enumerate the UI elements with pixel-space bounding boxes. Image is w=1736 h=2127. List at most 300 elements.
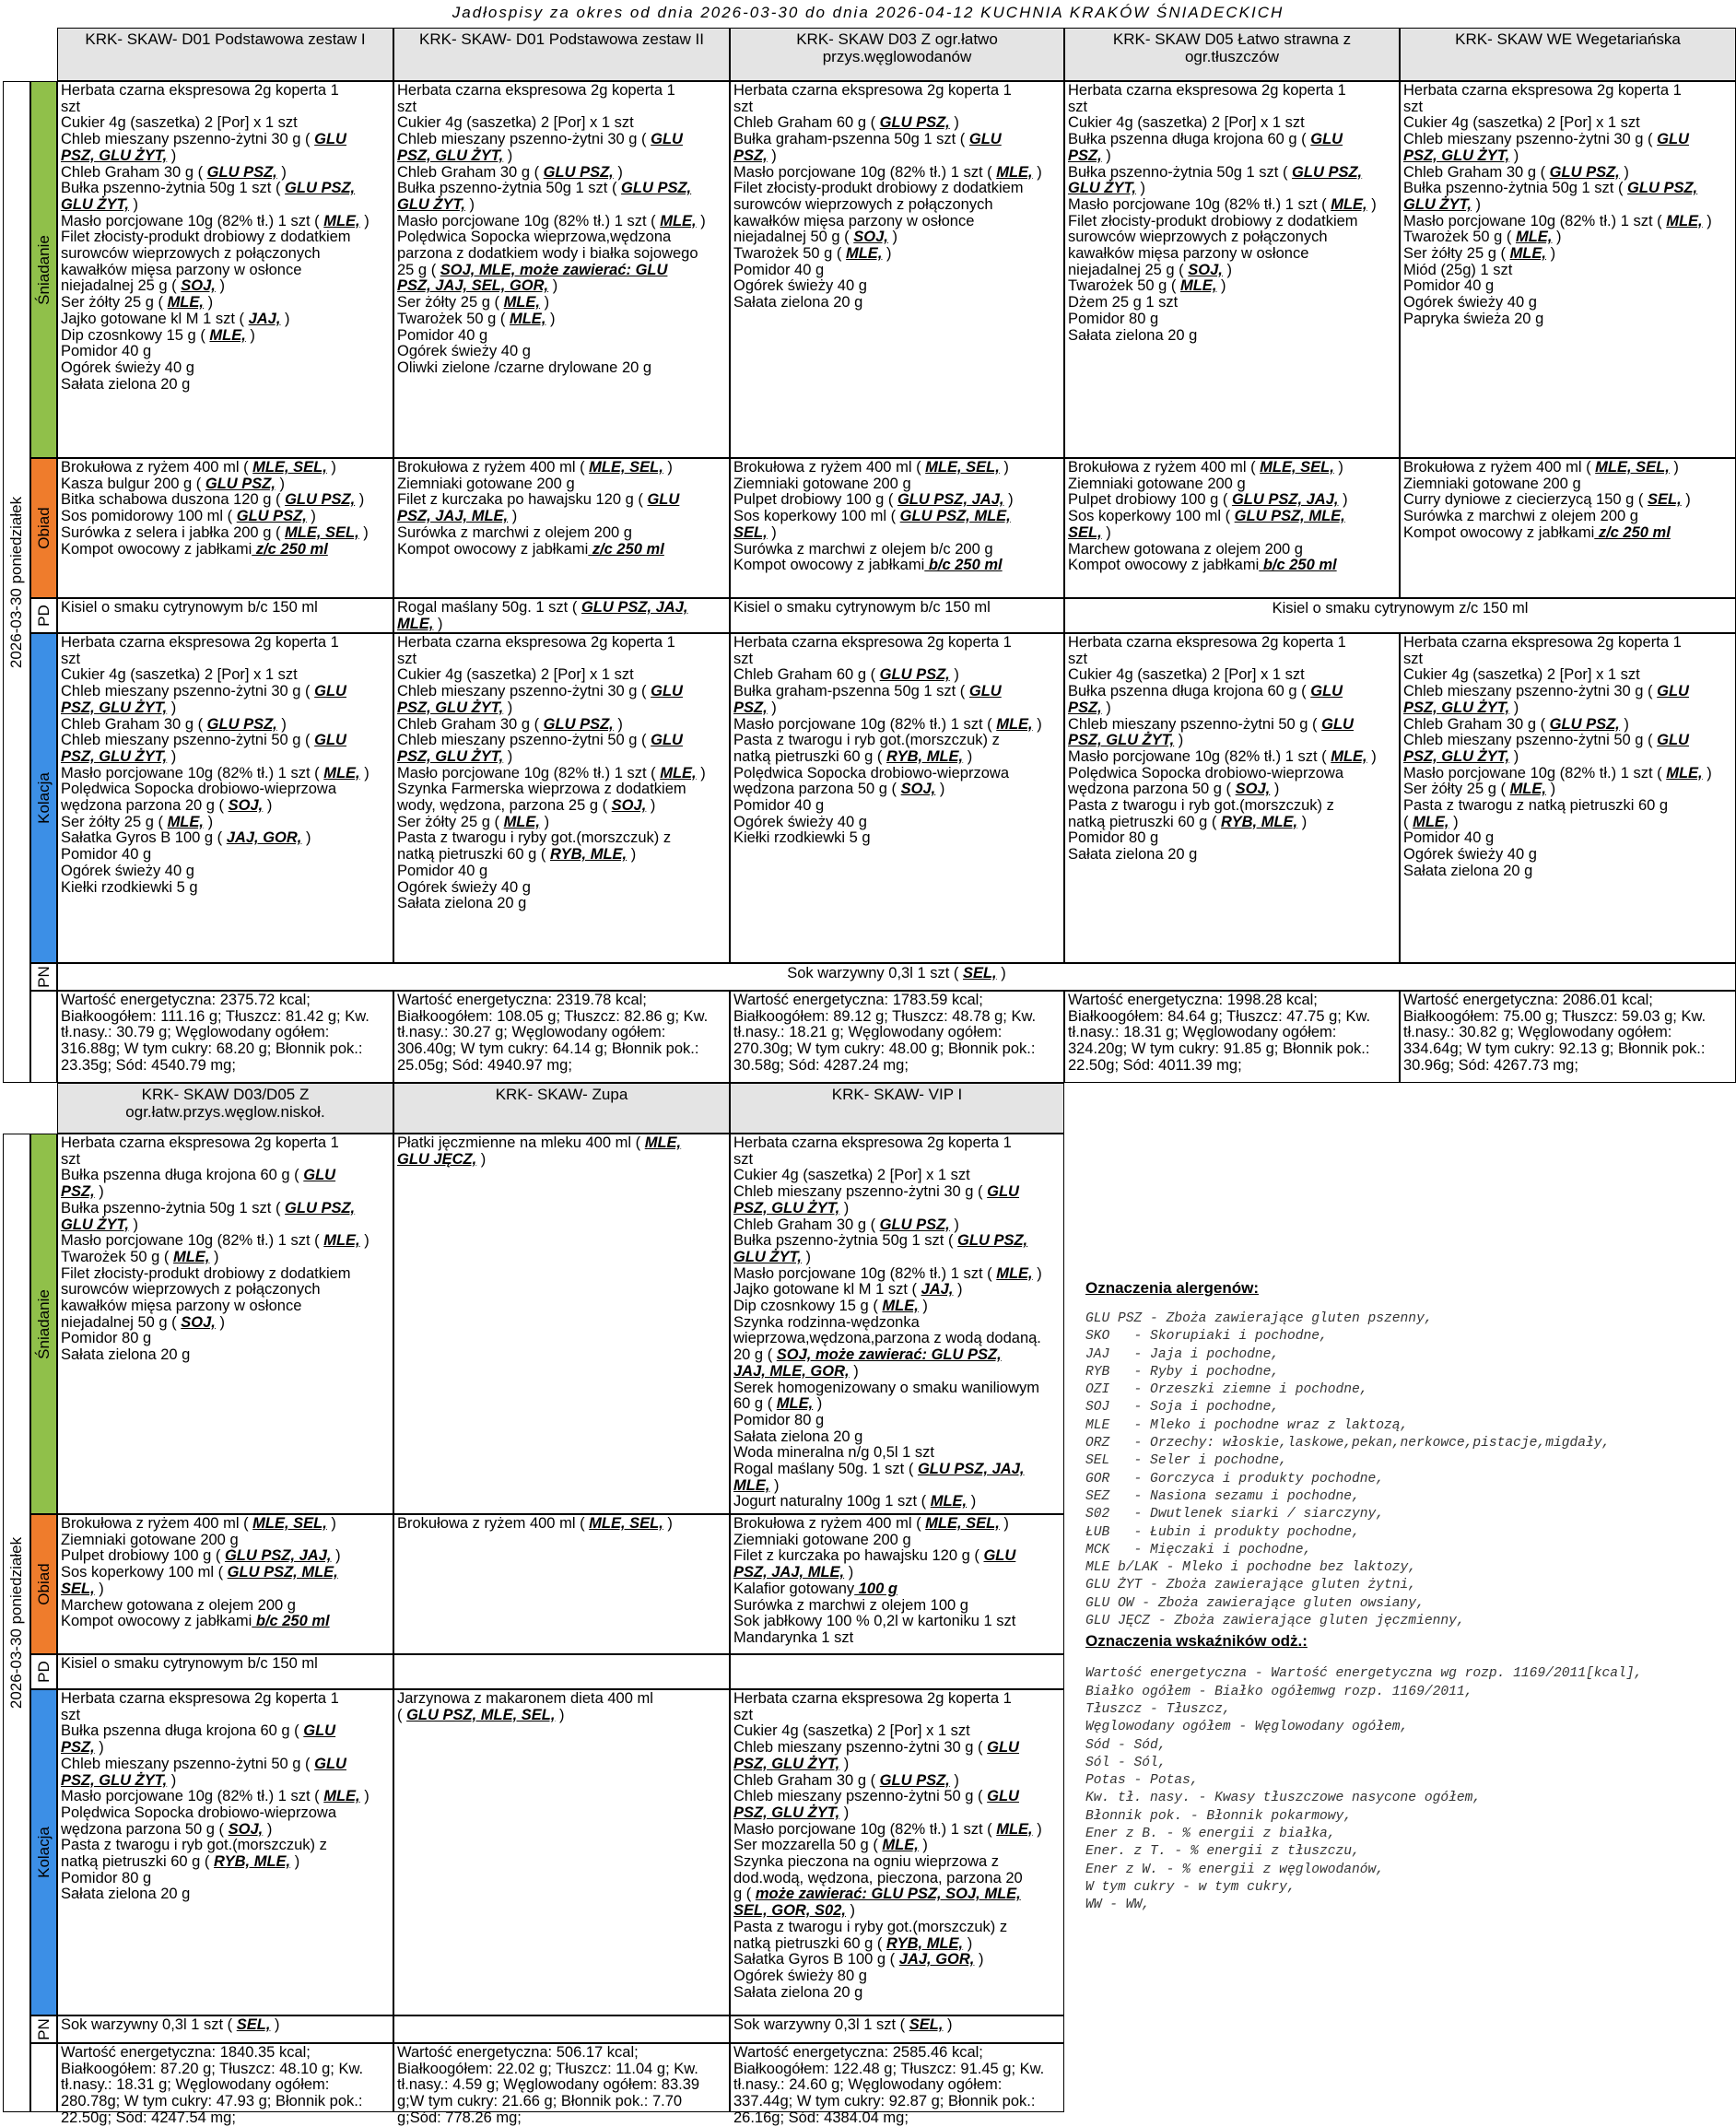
menu-line: szt (61, 650, 81, 667)
legend-item: Węglowodany ogółem - Węglowodany ogółem, (1085, 1720, 1409, 1735)
menu-line: Ziemniaki gotowane 200 g (397, 475, 575, 492)
menu-line: g ( może zawierać: GLU PSZ, SOJ, MLE, (733, 1886, 1021, 1903)
menu-line: Wartość energetyczna: 1998.28 kcal; Białko (1068, 992, 1318, 1025)
menu-line: Wartość energetyczna: 2585.46 kcal; Białko (733, 2044, 983, 2077)
menu-line: Bułka pszenno-żytnia 50g 1 szt ( GLU PSZ, (397, 180, 692, 197)
menu-line: Ziemniaki gotowane 200 g (1403, 475, 1581, 492)
page-title: Jadłospisy za okres od dnia 2026-03-30 do dnia 2026-04-12 KUCHNIA KRAKÓW ŚNIADECKICH (452, 4, 1284, 21)
menu-line: Chleb mieszany pszenno-żytni 50 g ( GLU (61, 732, 346, 749)
menu-line: Dip czosnkowy 15 g ( MLE, ) (733, 1298, 928, 1315)
menu-line: Masło porcjowane 10g (82% tł.) 1 szt ( MLE, ) (61, 1788, 369, 1805)
nutrition-cell (393, 991, 730, 1083)
menu-line: Sok warzywny 0,3l 1 szt ( SEL, ) (733, 2016, 953, 2033)
menu-line: Masło porcjowane 10g (82% tł.) 1 szt ( MLE, ) (733, 715, 1042, 733)
column-header: KRK- SKAW- Zupa (393, 1083, 730, 1134)
menu-line: Szynka rodzinna-wędzonka (733, 1313, 920, 1331)
menu-line: Cukier 4g (saszetka) 2 [Por] x 1 szt (733, 1722, 970, 1740)
menu-line: PSZ, GLU ŻYT, ) (61, 147, 177, 164)
menu-line: PSZ, GLU ŻYT, ) (61, 747, 177, 765)
menu-line: SEL, ) (733, 523, 777, 541)
pd-cell (393, 598, 730, 633)
lunch-cell (57, 458, 393, 598)
menu-line: Pasta z twarogu i ryb got.(morszczuk) z (1068, 797, 1334, 815)
column-header: KRK- SKAW- D01 Podstawowa zestaw I (57, 28, 393, 81)
legend-item: ORZ - Orzechy: włoskie,laskowe,pekan,nerkowce,pistacje,migdały, (1085, 1436, 1611, 1451)
menu-line: Surówka z marchwi z olejem 200 g (397, 523, 632, 541)
breakfast-label-text: Śniadanie (34, 234, 53, 305)
menu-line: ogółem: 111.16 g; Tłuszcz: 81.42 g; Kw. tł. (61, 1007, 369, 1041)
menu-line: nasy.: 18.21 g; Węglowodany ogółem: 270.30 (733, 1024, 1003, 1058)
menu-line: JAJ, MLE, GOR, ) (733, 1362, 859, 1380)
menu-line: Dżem 25 g 1 szt (1068, 294, 1179, 311)
menu-line: Ziemniaki gotowane 200 g (733, 475, 911, 492)
column-header: KRK- SKAW D03 Z ogr.łatwo przys.węglowodanów (730, 28, 1064, 81)
menu-line: Ser żółty 25 g ( MLE, ) (61, 813, 214, 830)
menu-line: wieprzowa,wędzona,parzona z wodą dodaną. (733, 1330, 1041, 1347)
menu-line: Szynka pieczona na ogniu wieprzowa z (733, 1853, 1000, 1871)
menu-line: Kompot owocowy z jabłkami b/c 250 ml (61, 1613, 330, 1630)
legend-item: Kw. tł. nasy. - Kwasy tłuszczowe nasycone ogółem, (1085, 1791, 1482, 1806)
menu-line: Masło porcjowane 10g (82% tł.) 1 szt ( MLE, ) (733, 163, 1042, 181)
menu-line: Bułka pszenno-żytnia 50g 1 szt ( GLU PSZ, (61, 1199, 356, 1216)
legend-item: JAJ - Jaja i pochodne, (1085, 1346, 1280, 1362)
dinner-cell (730, 633, 1064, 963)
menu-line: Chleb Graham 30 g ( GLU PSZ, ) (61, 163, 287, 181)
lunch-cell (730, 1514, 1064, 1654)
menu-line: Masło porcjowane 10g (82% tł.) 1 szt ( MLE, ) (733, 1820, 1042, 1838)
menu-line: natką pietruszki 60 g ( RYB, MLE, ) (61, 1853, 300, 1871)
menu-line: Ogórek świeży 40 g (397, 878, 531, 896)
dinner-label (30, 1689, 57, 2015)
menu-line: PSZ, GLU ŻYT, ) (733, 1804, 850, 1821)
menu-line: Mandarynka 1 szt (733, 1628, 854, 1646)
menu-line: Masło porcjowane 10g (82% tł.) 1 szt ( MLE, ) (1403, 764, 1712, 781)
breakfast-label (30, 1134, 57, 1514)
menu-line: ogółem: 108.05 g; Tłuszcz: 82.86 g; Kw. tł. (397, 1007, 709, 1041)
menu-line: MLE, ) (733, 1476, 780, 1494)
menu-line: parzona z dodatkiem wody i białka sojowego (397, 245, 698, 263)
menu-line: Chleb mieszany pszenno-żytni 50 g ( GLU (61, 1755, 346, 1772)
menu-line: Ogórek świeży 40 g (61, 358, 194, 376)
menu-line: szt (733, 1706, 754, 1723)
menu-line: Ser żółty 25 g ( MLE, ) (397, 294, 550, 311)
menu-line: PSZ, GLU ŻYT, ) (61, 699, 177, 716)
menu-line: Kalafior gotowany 100 g (733, 1580, 897, 1597)
lunch-cell (57, 1514, 393, 1654)
legend-item: Ener z B. - % energii z białka, (1085, 1827, 1336, 1842)
menu-line: niejadalnej 25 g ( SOJ, ) (61, 277, 225, 295)
menu-line: ( MLE, ) (1403, 813, 1459, 830)
pd-label-text: PD (34, 1661, 53, 1683)
menu-line: Sałatka Gyros B 100 g ( JAJ, GOR, ) (61, 829, 311, 847)
menu-line: Filet złocisty-produkt drobiowy z dodatkiem (733, 180, 1024, 197)
menu-line: Ogórek świeży 40 g (1403, 846, 1537, 864)
lunch-cell (1400, 458, 1736, 598)
menu-line: Kiełki rzodkiewki 5 g (61, 878, 198, 896)
menu-line: Ogórek świeży 40 g (1403, 294, 1537, 311)
nutrient-legend-list (1085, 1665, 1730, 1914)
legend-item: GLU PSZ - Zboża zawierające gluten pszenny, (1085, 1311, 1433, 1326)
menu-line: Płatki jęczmienne na mleku 400 ml ( MLE, (397, 1134, 682, 1151)
menu-line: natką pietruszki 60 g ( RYB, MLE, ) (397, 846, 637, 864)
menu-line: Pomidor 40 g (1403, 277, 1495, 295)
menu-line: niejadalnej 50 g ( SOJ, ) (733, 229, 897, 246)
menu-line: Sos koperkowy 100 ml ( GLU PSZ, MLE, (61, 1564, 338, 1581)
menu-line: Pulpet drobiowy 100 g ( GLU PSZ, JAJ, ) (1068, 491, 1348, 509)
menu-line: szt (61, 98, 81, 115)
menu-line: Ogórek świeży 40 g (733, 277, 867, 295)
menu-line: Sałata zielona 20 g (733, 294, 863, 311)
column-header: KRK- SKAW- VIP I (730, 1083, 1064, 1134)
menu-line: Sałata zielona 20 g (1068, 326, 1198, 344)
menu-line: nasy.: 30.82 g; Węglowodany ogółem: 334.64 (1403, 1024, 1672, 1058)
dinner-cell (393, 1689, 730, 2015)
menu-line: Jajko gotowane kl M 1 szt ( JAJ, ) (733, 1281, 963, 1299)
lunch-label-text: Obiad (34, 1563, 53, 1605)
menu-line: Chleb mieszany pszenno-żytni 50 g ( GLU (1068, 715, 1354, 733)
menu-line: szt (1403, 650, 1424, 667)
menu-line: ogółem: 87.20 g; Tłuszcz: 48.10 g; Kw. tł. (61, 2060, 364, 2094)
menu-line: GLU JĘCZ, ) (397, 1150, 487, 1168)
menu-line: Herbata czarna ekspresowa 2g koperta 1 (733, 1134, 1012, 1151)
menu-line: g; W tym cukry: 92.87 g; Błonnik pok.: 26.16 (733, 2093, 1036, 2126)
column-header: KRK- SKAW- D01 Podstawowa zestaw II (393, 28, 730, 81)
menu-line: nasy.: 18.31 g; Węglowodany ogółem: 324.20 (1068, 1024, 1337, 1058)
menu-line: wędzona parzona 20 g ( SOJ, ) (61, 797, 273, 815)
menu-line: PSZ, ) (61, 1183, 104, 1201)
menu-line: Ogórek świeży 40 g (733, 813, 867, 830)
menu-line: PSZ, GLU ŻYT, ) (733, 1755, 850, 1772)
legend-item: GLU JĘCZ - Zboża zawierające gluten jęczmienny, (1085, 1614, 1465, 1629)
menu-line: Kompot owocowy z jabłkami b/c 250 ml (733, 557, 1003, 574)
lunch-cell (1064, 458, 1400, 598)
menu-line: surowców wieprzowych z połączonych (61, 1281, 321, 1299)
menu-line: Pomidor 40 g (733, 797, 825, 815)
menu-line: natką pietruszki 60 g ( RYB, MLE, ) (1068, 813, 1308, 830)
menu-line: Chleb mieszany pszenno-żytni 30 g ( GLU (1403, 131, 1689, 148)
menu-line: Bitka schabowa duszona 120 g ( GLU PSZ, ) (61, 491, 365, 509)
breakfast-label-text: Śniadanie (34, 1288, 53, 1359)
menu-line: szt (733, 98, 754, 115)
menu-line: Chleb mieszany pszenno-żytni 30 g ( GLU (61, 683, 346, 700)
dinner-cell (57, 1689, 393, 2015)
dinner-cell (1064, 633, 1400, 963)
legend-item: GLU ŻYT - Zboża zawierające gluten żytni, (1085, 1578, 1417, 1593)
menu-line: Sok warzywny 0,3l 1 szt ( SEL, ) (61, 2016, 280, 2033)
legend-item: SKO - Skorupiaki i pochodne, (1085, 1329, 1328, 1345)
menu-line: PSZ, GLU ŻYT, ) (1068, 732, 1184, 749)
menu-line: szt (61, 1706, 81, 1723)
menu-line: Pomidor 80 g (1068, 829, 1159, 847)
menu-line: PSZ, GLU ŻYT, ) (61, 1771, 177, 1789)
menu-line: Rogal maślany 50g. 1 szt ( GLU PSZ, JAJ, (397, 599, 688, 616)
nutrition-cell (730, 2043, 1064, 2126)
menu-line: Herbata czarna ekspresowa 2g koperta 1 (397, 634, 675, 651)
menu-line: Kiełki rzodkiewki 5 g (733, 829, 871, 847)
menu-line: szt (1068, 650, 1088, 667)
menu-line: Sos koperkowy 100 ml ( GLU PSZ, MLE, (733, 508, 1011, 525)
menu-line: natką pietruszki 60 g ( RYB, MLE, ) (733, 747, 973, 765)
menu-line: g; Sód: 4287.24 mg; (771, 1056, 909, 1074)
menu-line: Herbata czarna ekspresowa 2g koperta 1 (1403, 82, 1682, 99)
pn-cell (393, 2015, 730, 2043)
menu-line: kawałków mięsa parzony w osłonce (61, 261, 302, 278)
dinner-label (30, 633, 57, 963)
menu-line: Kisiel o smaku cytrynowym b/c 150 ml (61, 1655, 318, 1672)
menu-line: natką pietruszki 60 g ( RYB, MLE, ) (733, 1934, 973, 1952)
pd-cell (57, 598, 393, 633)
menu-line: Chleb mieszany pszenno-żytni 30 g ( GLU (1403, 683, 1689, 700)
menu-line: Surówka z marchwi z olejem b/c 200 g (733, 540, 993, 558)
menu-line: Herbata czarna ekspresowa 2g koperta 1 (61, 82, 339, 99)
menu-line: W tym cukry: 21.66 g; Błonnik pok.: 7.70 g; (397, 2093, 683, 2126)
breakfast-cell (57, 81, 393, 458)
menu-line: Pomidor 40 g (397, 326, 488, 344)
menu-line: Masło porcjowane 10g (82% tł.) 1 szt ( MLE, ) (61, 1232, 369, 1250)
menu-line: Chleb Graham 30 g ( GLU PSZ, ) (397, 163, 623, 181)
menu-line: Ogórek świeży 80 g (733, 1967, 867, 1984)
menu-line: Polędwica Sopocka drobiowo-wieprzowa (733, 764, 1009, 781)
legend (1085, 1279, 1730, 1915)
menu-line: Chleb Graham 60 g ( GLU PSZ, ) (733, 114, 959, 132)
menu-line: Masło porcjowane 10g (82% tł.) 1 szt ( MLE, ) (61, 212, 369, 229)
menu-line: Chleb mieszany pszenno-żytni 30 g ( GLU (61, 131, 346, 148)
menu-line: ogółem: 89.12 g; Tłuszcz: 48.78 g; Kw. tł. (733, 1007, 1037, 1041)
menu-line: PSZ, GLU ŻYT, ) (397, 699, 513, 716)
lunch-cell (393, 1514, 730, 1654)
legend-item: WW - WW, (1085, 1898, 1151, 1913)
menu-line: ( GLU PSZ, MLE, SEL, ) (397, 1706, 565, 1723)
menu-line: Pomidor 80 g (1068, 310, 1159, 327)
menu-line: Twarożek 50 g ( MLE, ) (61, 1248, 219, 1265)
menu-line: szt (1068, 98, 1088, 115)
menu-line: Pomidor 40 g (61, 846, 152, 864)
menu-line: Masło porcjowane 10g (82% tł.) 1 szt ( MLE, ) (1068, 747, 1377, 765)
menu-line: Herbata czarna ekspresowa 2g koperta 1 (733, 82, 1012, 99)
menu-line: Cukier 4g (saszetka) 2 [Por] x 1 szt (733, 1167, 970, 1184)
menu-line: Bułka pszenno-żytnia 50g 1 szt ( GLU PSZ, (733, 1232, 1028, 1250)
menu-line: g; W tym cukry: 47.93 g; Błonnik pok.: 22.50 (61, 2093, 363, 2126)
menu-line: GLU ŻYT, ) (1068, 180, 1146, 197)
menu-line: Woda mineralna n/g 0,5l 1 szt (733, 1444, 934, 1462)
menu-line: Filet z kurczaka po hawajsku 120 g ( GLU (733, 1547, 1016, 1565)
lunch-label-text: Obiad (34, 507, 53, 549)
menu-line: Ziemniaki gotowane 200 g (733, 1531, 911, 1548)
menu-line: surowców wieprzowych z połączonych (1068, 229, 1328, 246)
breakfast-cell (1064, 81, 1400, 458)
menu-line: Surówka z marchwi z olejem 100 g (733, 1596, 968, 1614)
menu-line: 60 g ( MLE, ) (733, 1395, 823, 1413)
menu-line: Pomidor 40 g (1403, 829, 1495, 847)
menu-line: szt (1403, 98, 1424, 115)
breakfast-cell (57, 1134, 393, 1514)
menu-line: Cukier 4g (saszetka) 2 [Por] x 1 szt (1068, 114, 1305, 132)
menu-line: Masło porcjowane 10g (82% tł.) 1 szt ( MLE, ) (1068, 195, 1377, 213)
menu-line: Herbata czarna ekspresowa 2g koperta 1 (397, 82, 675, 99)
menu-line: GLU ŻYT, ) (1403, 195, 1482, 213)
nutrition-cell (57, 2043, 393, 2126)
menu-line: Sałata zielona 20 g (61, 1346, 191, 1364)
menu-line: Dip czosnkowy 15 g ( MLE, ) (61, 326, 255, 344)
menu-line: Ser żółty 25 g ( MLE, ) (61, 294, 214, 311)
menu-line: PSZ, JAJ, SEL, GOR, ) (397, 277, 558, 295)
menu-line: Wartość energetyczna: 2319.78 kcal; Białko (397, 992, 647, 1025)
breakfast-cell (1400, 81, 1736, 458)
menu-line: kawałków mięsa parzony w osłonce (733, 212, 975, 229)
menu-line: Herbata czarna ekspresowa 2g koperta 1 (733, 1690, 1012, 1707)
menu-line: nasy.: 30.79 g; Węglowodany ogółem: 316.88 (61, 1024, 330, 1058)
menu-line: Herbata czarna ekspresowa 2g koperta 1 (733, 634, 1012, 651)
menu-line: Wartość energetyczna: 1840.35 kcal; Białko (61, 2044, 311, 2077)
menu-line: Twarożek 50 g ( MLE, ) (1068, 277, 1226, 295)
pd-cell (393, 1654, 730, 1689)
menu-line: PSZ, GLU ŻYT, ) (733, 1199, 850, 1216)
menu-line: Szynka Farmerska wieprzowa z dodatkiem (397, 781, 686, 798)
menu-line: Wartość energetyczna: 1783.59 kcal; Białko (733, 992, 983, 1025)
legend-item: OZI - Orzeszki ziemne i pochodne, (1085, 1382, 1368, 1398)
menu-line: SEL, GOR, S02, ) (733, 1902, 856, 1920)
nutrition-label-spacer (30, 2043, 57, 2112)
menu-line: Chleb Graham 30 g ( GLU PSZ, ) (1403, 163, 1629, 181)
pn-label (30, 2015, 57, 2043)
menu-line: Sałata zielona 20 g (1068, 846, 1198, 864)
menu-line: surowców wieprzowych z połączonych (733, 195, 993, 213)
menu-line: Twarożek 50 g ( MLE, ) (397, 310, 556, 327)
menu-line: Papryka świeża 20 g (1403, 310, 1544, 327)
pn-cell (57, 2015, 393, 2043)
menu-line: SEL, ) (1068, 523, 1111, 541)
menu-line: Ziemniaki gotowane 200 g (1068, 475, 1246, 492)
menu-line: Filet złocisty-produkt drobiowy z dodatkiem (61, 1264, 351, 1282)
pd-label-text: PD (34, 605, 53, 627)
menu-line: SEL, ) (61, 1580, 104, 1597)
menu-line: Brokułowa z ryżem 400 ml ( MLE, SEL, ) (397, 459, 673, 476)
menu-line: nasy.: 30.27 g; Węglowodany ogółem: 306.40 (397, 1024, 666, 1058)
menu-line: Bułka pszenna długa krojona 60 g ( GLU (61, 1722, 336, 1740)
menu-line: Polędwica Sopocka wieprzowa,wędzona (397, 229, 672, 246)
menu-line: Pasta z twarogu i ryby got.(morszczuk) z (733, 1918, 1008, 1935)
menu-line: Wartość energetyczna: 2086.01 kcal; Białko (1403, 992, 1653, 1025)
menu-line: Sok warzywny 0,3l 1 szt ( SEL, ) (787, 965, 1006, 981)
nutrition-label-spacer (30, 991, 57, 1083)
menu-line: Pomidor 80 g (733, 1411, 825, 1428)
menu-line: Cukier 4g (saszetka) 2 [Por] x 1 szt (1068, 666, 1305, 684)
menu-line: Chleb Graham 30 g ( GLU PSZ, ) (61, 715, 287, 733)
menu-line: g; Sód: 4540.79 mg; (99, 1056, 236, 1074)
menu-line: g; W tym cukry: 91.85 g; Błonnik pok.: 22.50 (1068, 1040, 1370, 1074)
menu-line: g; W tym cukry: 64.14 g; Błonnik pok.: 25.05 (397, 1040, 699, 1074)
menu-line: Pasta z twarogu i ryb got.(morszczuk) z (61, 1837, 327, 1854)
menu-line: Sałata zielona 20 g (397, 895, 527, 912)
menu-line: Brokułowa z ryżem 400 ml ( MLE, SEL, ) (61, 1515, 336, 1532)
menu-line: Herbata czarna ekspresowa 2g koperta 1 (61, 634, 339, 651)
breakfast-cell (730, 81, 1064, 458)
menu-line: Chleb mieszany pszenno-żytni 30 g ( GLU (397, 131, 683, 148)
menu-line: Wartość energetyczna: 2375.72 kcal; Białko (61, 992, 311, 1025)
menu-line: Wartość energetyczna: 506.17 kcal; Białko (397, 2044, 639, 2077)
menu-line: Pulpet drobiowy 100 g ( GLU PSZ, JAJ, ) (61, 1547, 341, 1565)
menu-line: nasy.: 18.31 g; Węglowodany ogółem: 280.78 (61, 2076, 330, 2110)
menu-line: Cukier 4g (saszetka) 2 [Por] x 1 szt (61, 114, 298, 132)
menu-line: Kompot owocowy z jabłkami b/c 250 ml (1068, 557, 1337, 574)
legend-item: SOJ - Soja i pochodne, (1085, 1400, 1280, 1416)
column-header: KRK- SKAW D05 Łatwo strawna z ogr.tłuszczów (1064, 28, 1400, 81)
legend-item: W tym cukry - w tym cukry, (1085, 1879, 1296, 1895)
menu-line: Marchew gotowana z olejem 200 g (1068, 540, 1303, 558)
legend-item: Sól - Sól, (1085, 1755, 1167, 1770)
menu-line: Brokułowa z ryżem 400 ml ( MLE, SEL, ) (1403, 459, 1679, 476)
menu-line: Ogórek świeży 40 g (61, 862, 194, 879)
menu-line: Serek homogenizowany o smaku waniliowym (733, 1379, 1039, 1396)
menu-line: PSZ, ) (733, 699, 777, 716)
menu-line: Herbata czarna ekspresowa 2g koperta 1 (1403, 634, 1682, 651)
menu-line: PSZ, GLU ŻYT, ) (1403, 699, 1519, 716)
legend-item: SEL - Seler i pochodne, (1085, 1453, 1287, 1469)
menu-line: Cukier 4g (saszetka) 2 [Por] x 1 szt (397, 666, 634, 684)
menu-line: Polędwica Sopocka drobiowo-wieprzowa (61, 1804, 336, 1821)
menu-line: Bułka pszenno-żytnia 50g 1 szt ( GLU PSZ, (1068, 163, 1363, 181)
legend-item: MCK - Mięczaki i pochodne, (1085, 1542, 1312, 1557)
menu-line: Chleb mieszany pszenno-żytni 30 g ( GLU (733, 1183, 1019, 1201)
menu-line: wędzona parzona 50 g ( SOJ, ) (61, 1820, 273, 1838)
menu-line: Pasta z twarogu i ryb got.(morszczuk) z (733, 732, 1000, 749)
menu-line: Chleb mieszany pszenno-żytni 50 g ( GLU (397, 732, 683, 749)
menu-line: PSZ, ) (1068, 147, 1111, 164)
menu-line: wody, wędzona, parzona 25 g ( SOJ, ) (397, 797, 656, 815)
menu-line: Sałata zielona 20 g (1403, 862, 1533, 879)
menu-line: ogółem: 75.00 g; Tłuszcz: 59.03 g; Kw. tł. (1403, 1007, 1707, 1041)
menu-line: Bułka pszenno-żytnia 50g 1 szt ( GLU PSZ, (1403, 180, 1698, 197)
breakfast-cell (393, 81, 730, 458)
column-header: KRK- SKAW WE Wegetariańska (1400, 28, 1736, 81)
nutrition-cell (1400, 991, 1736, 1083)
menu-line: Kasza bulgur 200 g ( GLU PSZ, ) (61, 475, 286, 492)
menu-line: Ziemniaki gotowane 200 g (61, 1531, 239, 1548)
menu-line: Marchew gotowana z olejem 200 g (61, 1596, 296, 1614)
menu-line: Ogórek świeży 40 g (397, 343, 531, 360)
menu-line: Filet złocisty-produkt drobiowy z dodatkiem (1068, 212, 1358, 229)
legend-item: Białko ogółem - Białko ogółemwg rozp. 1169/2011, (1085, 1684, 1473, 1699)
menu-line: Bułka pszenna długa krojona 60 g ( GLU (1068, 131, 1343, 148)
date-label (3, 81, 30, 1083)
nutrient-legend-title: Oznaczenia wskaźników odż.: (1085, 1632, 1308, 1651)
legend-item: Potas - Potas, (1085, 1773, 1199, 1789)
legend-item: SEZ - Nasiona sezamu i pochodne, (1085, 1488, 1360, 1504)
breakfast-label (30, 81, 57, 458)
menu-line: Chleb Graham 30 g ( GLU PSZ, ) (1403, 715, 1629, 733)
menu-line: Ser żółty 25 g ( MLE, ) (397, 813, 550, 830)
menu-line: Masło porcjowane 10g (82% tł.) 1 szt ( MLE, ) (1403, 212, 1712, 229)
menu-line: Sałata zielona 20 g (733, 1983, 863, 2001)
menu-line: wędzona parzona 50 g ( SOJ, ) (1068, 781, 1280, 798)
menu-line: Herbata czarna ekspresowa 2g koperta 1 (61, 1690, 339, 1707)
menu-line: PSZ, JAJ, MLE, ) (733, 1564, 854, 1581)
menu-line: Polędwica Sopocka drobiowo-wieprzowa (1068, 764, 1343, 781)
menu-line: g; Sód: 4247.54 mg; (99, 2109, 236, 2126)
breakfast-cell (393, 1134, 730, 1514)
menu-line: Kisiel o smaku cytrynowym b/c 150 ml (733, 599, 991, 616)
dinner-cell (57, 633, 393, 963)
menu-line: Chleb Graham 30 g ( GLU PSZ, ) (733, 1771, 959, 1789)
menu-line: PSZ, GLU ŻYT, ) (1403, 747, 1519, 765)
date-label-text: 2026-03-30 poniedziałek (7, 496, 25, 668)
menu-line: Chleb mieszany pszenno-żytni 30 g ( GLU (733, 1739, 1019, 1757)
nutrition-cell (393, 2043, 730, 2126)
menu-line: Brokułowa z ryżem 400 ml ( MLE, SEL, ) (733, 1515, 1009, 1532)
pn-label (30, 963, 57, 991)
nutrition-cell (730, 991, 1064, 1083)
menu-line: Bułka pszenno-żytnia 50g 1 szt ( GLU PSZ, (61, 180, 356, 197)
